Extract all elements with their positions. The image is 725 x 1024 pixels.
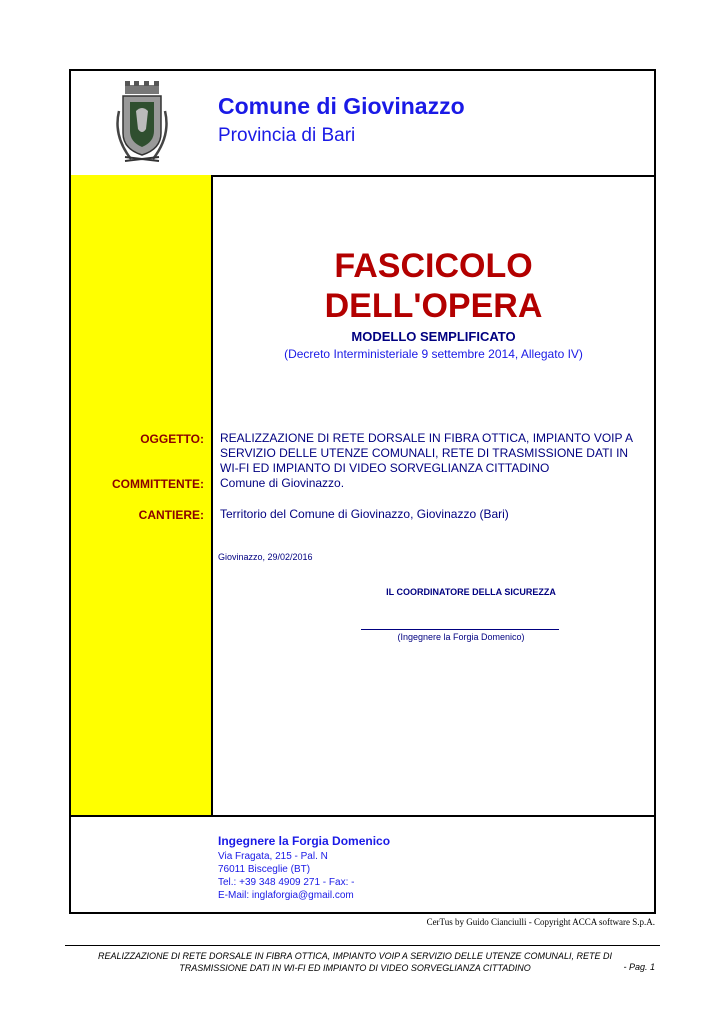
municipal-crest-icon <box>111 81 173 165</box>
cantiere-label: CANTIERE: <box>138 508 204 522</box>
engineer-address: Via Fragata, 215 - Pal. N <box>218 851 328 862</box>
engineer-phone: Tel.: +39 348 4909 271 - Fax: - <box>218 877 355 888</box>
provincia-subtitle: Provincia di Bari <box>218 125 356 146</box>
document-date: Giovinazzo, 29/02/2016 <box>218 552 313 562</box>
footer-line2: TRASMISSIONE DATI IN WI-FI ED IMPIANTO DI VIDEO SORVEGLIANZA CITTADINO <box>179 963 531 973</box>
decree-reference: (Decreto Interministeriale 9 settembre 2014, Allegato IV) <box>284 347 583 361</box>
document-title-line1: FASCICOLO <box>334 247 533 285</box>
copyright-note: CerTus by Guido Cianciulli - Copyright ACCA software S.p.A. <box>426 917 655 927</box>
engineer-name: Ingegnere la Forgia Domenico <box>218 834 391 848</box>
committente-value: Comune di Giovinazzo. <box>220 476 345 490</box>
comune-title: Comune di Giovinazzo <box>218 93 465 119</box>
header-row <box>71 71 654 177</box>
committente-label: COMMITTENTE: <box>112 477 204 491</box>
coordinator-role: IL COORDINATORE DELLA SICUREZZA <box>386 587 556 597</box>
footer-rule <box>65 945 660 946</box>
yellow-sidebar <box>71 175 213 815</box>
oggetto-label: OGGETTO: <box>140 432 204 446</box>
page-number: - Pag. 1 <box>623 962 655 972</box>
document-frame <box>69 69 656 914</box>
coordinator-name: (Ingegnere la Forgia Domenico) <box>397 632 525 642</box>
footer-line1: REALIZZAZIONE DI RETE DORSALE IN FIBRA OTTICA, IMPIANTO VOIP A SERVIZIO DELLE UTENZE COMUNALI, RETE DI <box>98 951 612 961</box>
oggetto-value: REALIZZAZIONE DI RETE DORSALE IN FIBRA OTTICA, IMPIANTO VOIP A SERVIZIO DELLE UTENZE COMUNALI, RETE DI TRASMISSIONE DATI IN WI-FI ED IMPIANTO DI VIDEO SORVEGLIANZA CITTADINO <box>220 431 633 475</box>
signature-line <box>361 629 559 630</box>
engineer-email: E-Mail: inglaforgia@gmail.com <box>218 890 354 901</box>
engineer-section <box>71 815 654 912</box>
page-footer <box>80 950 630 974</box>
document-title-line2: DELL'OPERA <box>324 287 543 325</box>
engineer-city: 76011 Bisceglie (BT) <box>218 864 311 875</box>
cantiere-value: Territorio del Comune di Giovinazzo, Giovinazzo (Bari) <box>220 507 509 521</box>
document-subtitle: MODELLO SEMPLIFICATO <box>351 329 516 344</box>
